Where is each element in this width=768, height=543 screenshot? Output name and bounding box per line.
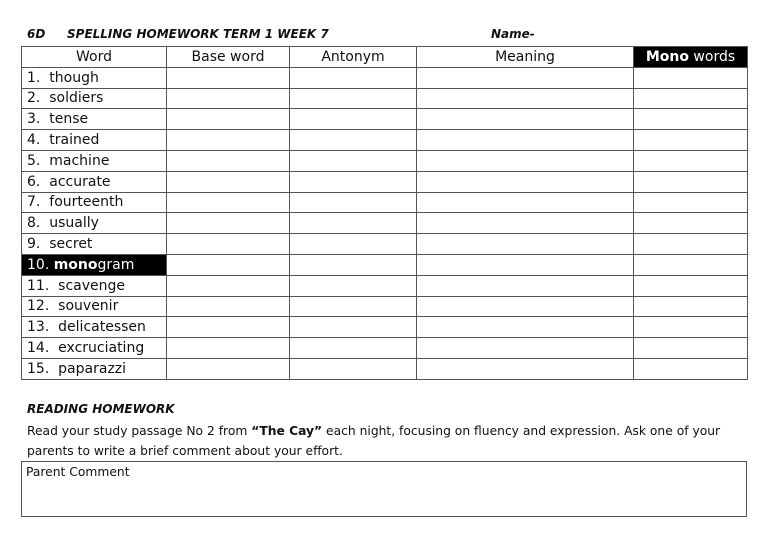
base-word-cell[interactable] [167, 130, 290, 151]
mono-words-cell[interactable] [634, 254, 748, 275]
word-cell: 15. paparazzi [22, 358, 167, 379]
mono-words-cell[interactable] [634, 171, 748, 192]
word-cell: 14. excruciating [22, 338, 167, 359]
mono-words-cell[interactable] [634, 234, 748, 255]
base-word-cell[interactable] [167, 109, 290, 130]
antonym-cell[interactable] [290, 192, 417, 213]
word-cell: 1. though [22, 67, 167, 88]
meaning-cell[interactable] [417, 296, 634, 317]
antonym-cell[interactable] [290, 254, 417, 275]
word-cell: 10. monogram [22, 254, 167, 275]
table-row [22, 317, 748, 338]
base-word-cell[interactable] [167, 234, 290, 255]
col-header-antonym: Antonym [290, 47, 417, 68]
antonym-cell[interactable] [290, 130, 417, 151]
word-cell: 9. secret [22, 234, 167, 255]
mono-words-cell[interactable] [634, 358, 748, 379]
col-header-meaning: Meaning [417, 47, 634, 68]
antonym-cell[interactable] [290, 296, 417, 317]
base-word-cell[interactable] [167, 338, 290, 359]
table-row [22, 88, 748, 109]
col-header-word: Word [22, 47, 167, 68]
table-row [22, 358, 748, 379]
antonym-cell[interactable] [290, 234, 417, 255]
word-cell: 2. soldiers [22, 88, 167, 109]
mono-words-cell[interactable] [634, 317, 748, 338]
word-cell: 5. machine [22, 150, 167, 171]
meaning-cell[interactable] [417, 130, 634, 151]
table-row [22, 171, 748, 192]
table-row [22, 254, 748, 275]
base-word-cell[interactable] [167, 213, 290, 234]
spelling-table [21, 46, 748, 380]
name-label: Name- [491, 27, 535, 41]
mono-words-cell[interactable] [634, 296, 748, 317]
antonym-cell[interactable] [290, 171, 417, 192]
col-header-mono-words: Mono words [634, 47, 748, 68]
base-word-cell[interactable] [167, 254, 290, 275]
meaning-cell[interactable] [417, 192, 634, 213]
base-word-cell[interactable] [167, 317, 290, 338]
table-row [22, 275, 748, 296]
table-row [22, 150, 748, 171]
class-label: 6D [27, 27, 46, 41]
mono-words-cell[interactable] [634, 213, 748, 234]
parent-comment-label: Parent Comment [26, 465, 130, 479]
antonym-cell[interactable] [290, 67, 417, 88]
base-word-cell[interactable] [167, 192, 290, 213]
word-cell: 3. tense [22, 109, 167, 130]
word-cell: 7. fourteenth [22, 192, 167, 213]
reading-heading: READING HOMEWORK [27, 402, 175, 416]
antonym-cell[interactable] [290, 213, 417, 234]
mono-words-cell[interactable] [634, 338, 748, 359]
table-row [22, 192, 748, 213]
meaning-cell[interactable] [417, 275, 634, 296]
base-word-cell[interactable] [167, 88, 290, 109]
col-header-base-word: Base word [167, 47, 290, 68]
meaning-cell[interactable] [417, 358, 634, 379]
antonym-cell[interactable] [290, 338, 417, 359]
table-row [22, 67, 748, 88]
antonym-cell[interactable] [290, 358, 417, 379]
meaning-cell[interactable] [417, 213, 634, 234]
mono-words-cell[interactable] [634, 150, 748, 171]
meaning-cell[interactable] [417, 88, 634, 109]
antonym-cell[interactable] [290, 109, 417, 130]
word-cell: 4. trained [22, 130, 167, 151]
word-cell: 11. scavenge [22, 275, 167, 296]
table-row [22, 109, 748, 130]
word-cell: 12. souvenir [22, 296, 167, 317]
mono-words-cell[interactable] [634, 88, 748, 109]
word-cell: 8. usually [22, 213, 167, 234]
base-word-cell[interactable] [167, 67, 290, 88]
meaning-cell[interactable] [417, 109, 634, 130]
table-row [22, 130, 748, 151]
base-word-cell[interactable] [167, 171, 290, 192]
parent-comment-box[interactable] [21, 461, 747, 517]
meaning-cell[interactable] [417, 67, 634, 88]
antonym-cell[interactable] [290, 150, 417, 171]
table-header-row [22, 47, 748, 68]
antonym-cell[interactable] [290, 275, 417, 296]
word-cell: 13. delicatessen [22, 317, 167, 338]
antonym-cell[interactable] [290, 88, 417, 109]
table-row [22, 338, 748, 359]
meaning-cell[interactable] [417, 234, 634, 255]
mono-words-cell[interactable] [634, 192, 748, 213]
mono-words-cell[interactable] [634, 67, 748, 88]
base-word-cell[interactable] [167, 150, 290, 171]
base-word-cell[interactable] [167, 275, 290, 296]
meaning-cell[interactable] [417, 254, 634, 275]
table-row [22, 296, 748, 317]
book-title: “The Cay” [251, 424, 323, 438]
meaning-cell[interactable] [417, 150, 634, 171]
table-row [22, 213, 748, 234]
page-title: SPELLING HOMEWORK TERM 1 WEEK 7 [67, 27, 329, 41]
base-word-cell[interactable] [167, 296, 290, 317]
antonym-cell[interactable] [290, 317, 417, 338]
mono-words-cell[interactable] [634, 275, 748, 296]
meaning-cell[interactable] [417, 317, 634, 338]
word-cell: 6. accurate [22, 171, 167, 192]
reading-instructions: Read your study passage No 2 from “The Cay” each night, focusing on fluency and expression. Ask one of your parents to write a brief comment about your effort. [27, 424, 721, 458]
mono-words-cell[interactable] [634, 130, 748, 151]
base-word-cell[interactable] [167, 358, 290, 379]
mono-words-cell[interactable] [634, 109, 748, 130]
meaning-cell[interactable] [417, 171, 634, 192]
meaning-cell[interactable] [417, 338, 634, 359]
table-row [22, 234, 748, 255]
